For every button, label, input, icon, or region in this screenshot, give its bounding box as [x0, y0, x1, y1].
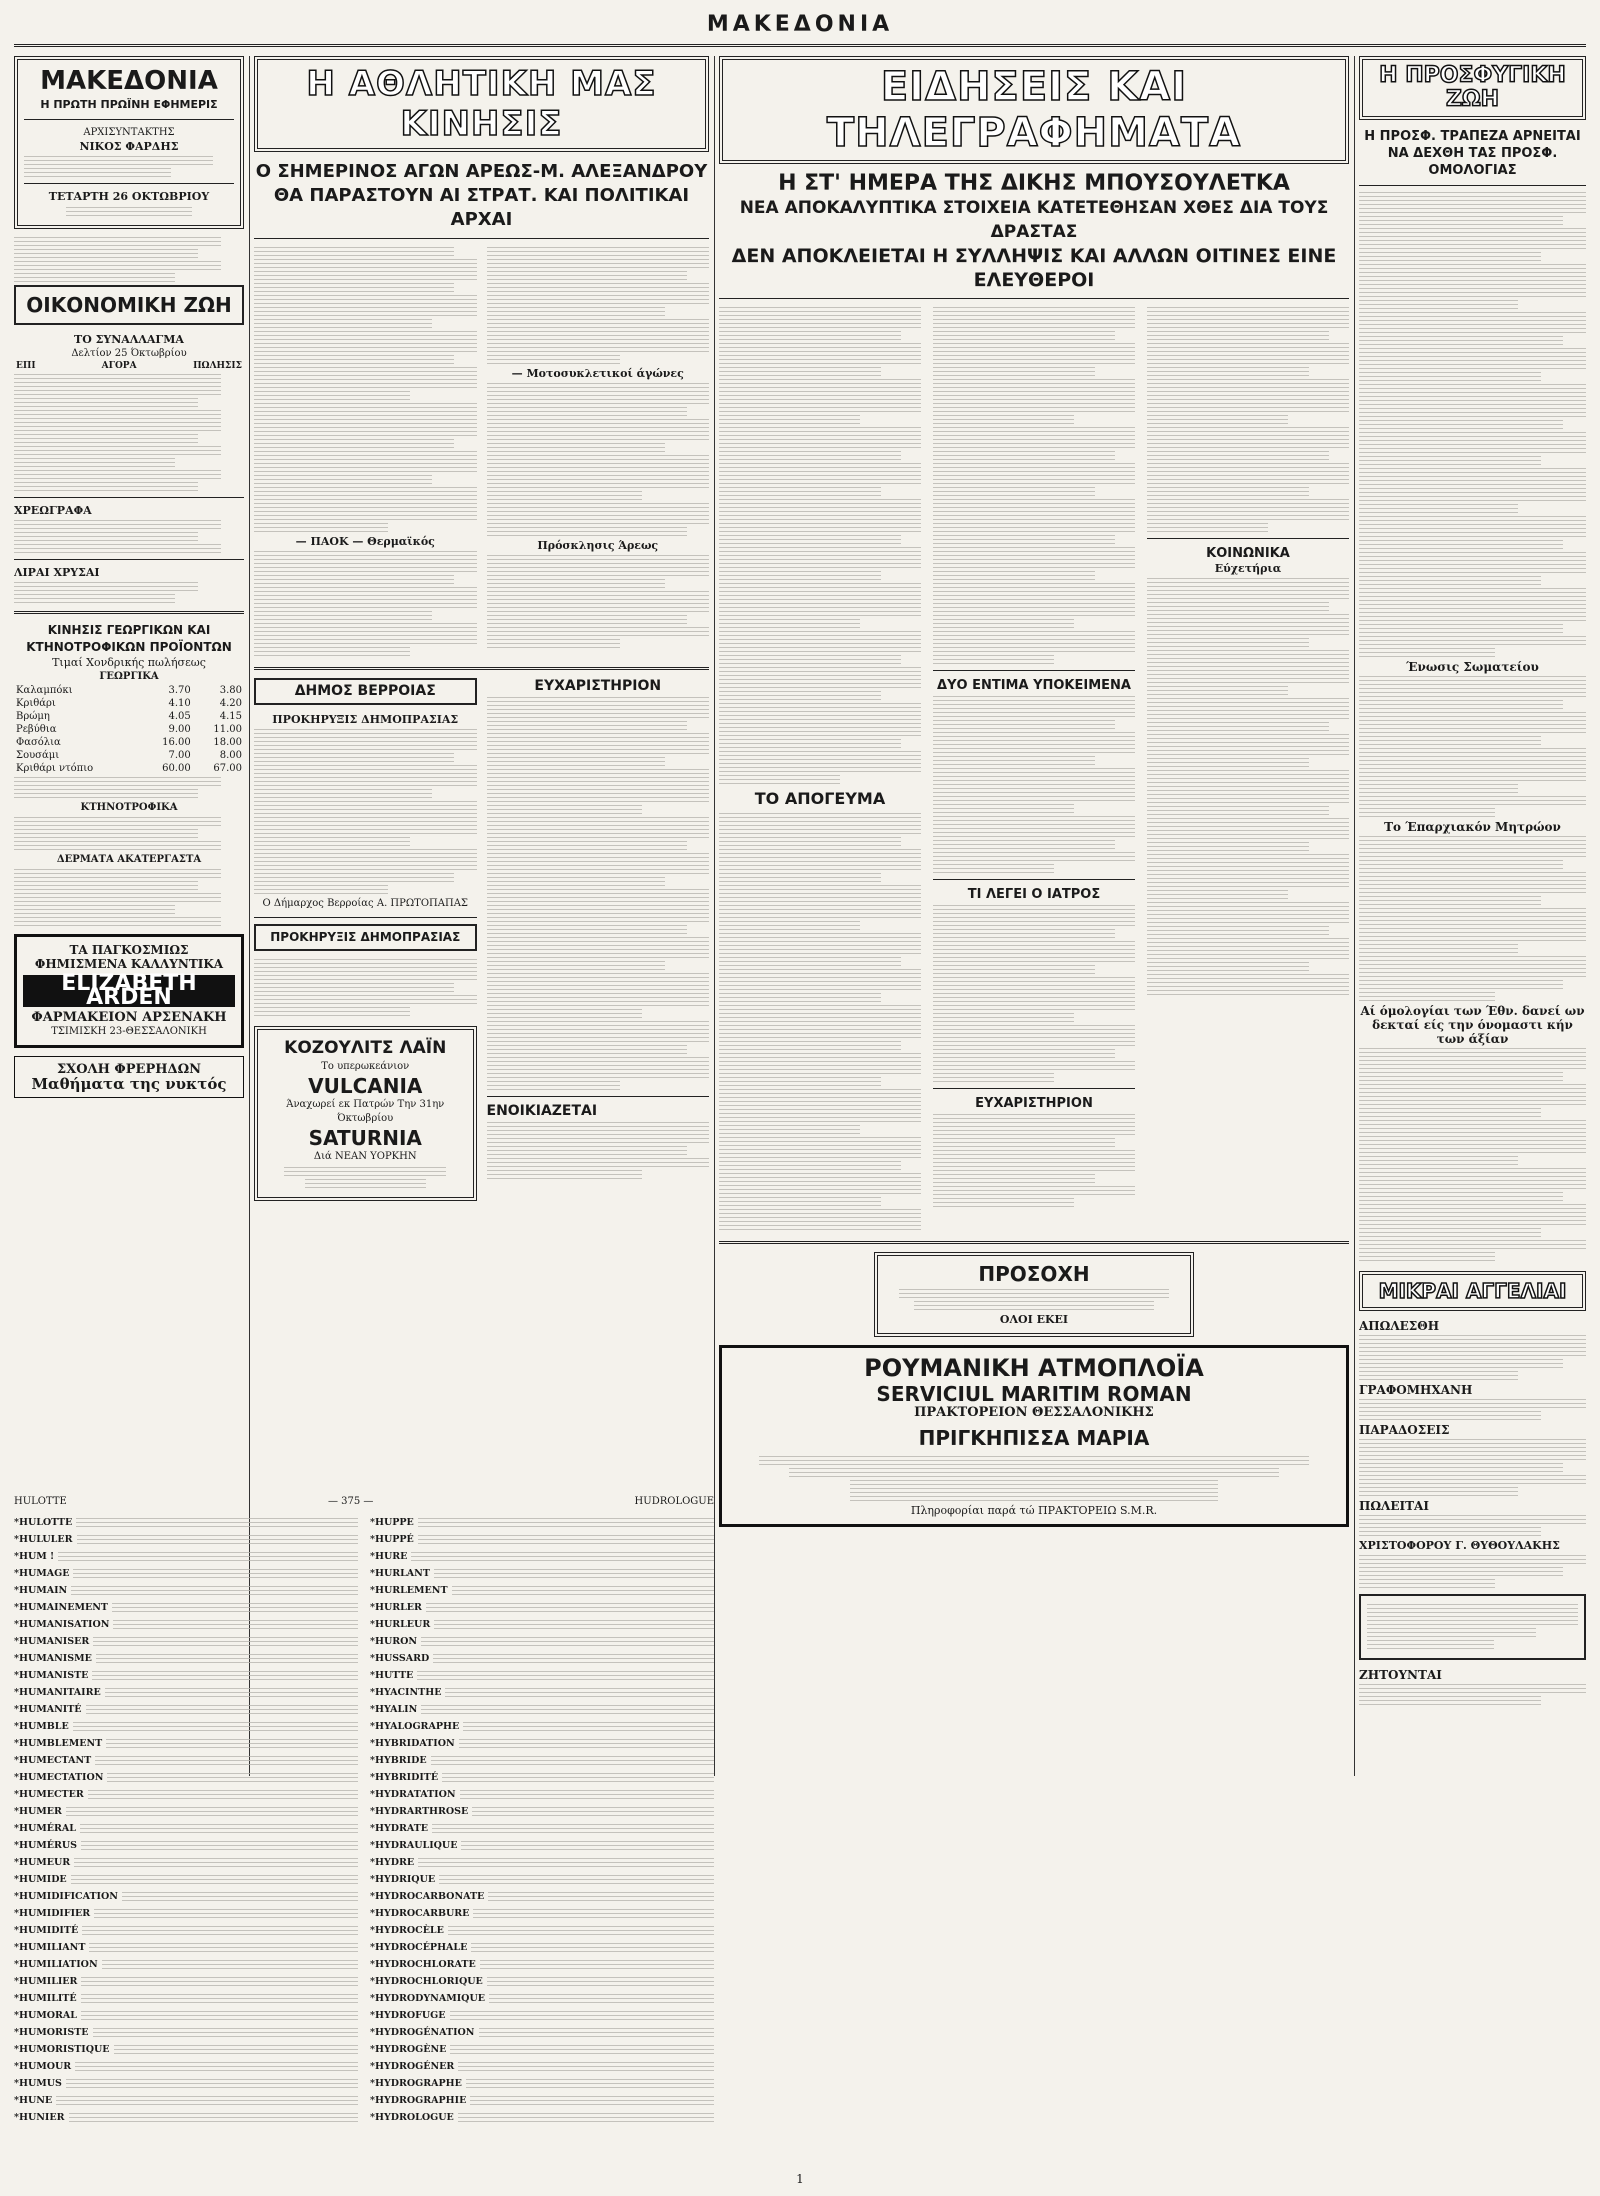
table-row: Βρώμη 4.05 4.15 — [16, 711, 242, 722]
dictionary-entry — [14, 1820, 358, 1837]
dictionary-term: *HUMAINEMENT — [14, 1601, 108, 1613]
dictionary-term: *HYALOGRAPHE — [370, 1720, 460, 1732]
ad-lessons: ΠΑΡΑΔΟΣΕΙΣ — [1359, 1423, 1450, 1437]
sports-headline-2: ΘΑ ΠΑΡΑΣΤΟΥΝ ΑΙ ΣΤΡΑΤ. ΚΑΙ ΠΟΛΙΤΙΚΑΙ ΑΡΧΑΙ — [273, 185, 690, 230]
school-title: ΣΧΟΛΗ ΦΡΕΡΗΔΩΝ — [56, 1062, 202, 1077]
exchange-table — [14, 361, 244, 372]
agri-category: ΓΕΩΡΓΙΚΑ — [99, 671, 159, 682]
dictionary-term: *HYDRAULIQUE — [370, 1839, 458, 1851]
dictionary-entry — [370, 1599, 714, 1616]
dictionary-term: *HUMILIER — [14, 1975, 78, 1987]
dictionary-entry — [14, 1803, 358, 1820]
exchange-header: ΕΠΙ — [16, 361, 36, 371]
agri-subtitle: Τιμαί Χονδρικής πωλήσεως — [52, 656, 206, 669]
shipping-title: ΡΟΥΜΑΝΙΚΗ ΑΤΜΟΠΛΟΪΑ — [864, 1354, 1204, 1382]
notice-title: ΠΡΟΣΟΧΗ — [978, 1262, 1090, 1286]
dictionary-entry — [370, 2058, 714, 2075]
table-row: Κριθάρι ντόπιο 60.00 67.00 — [16, 763, 242, 774]
dictionary-entry — [14, 1650, 358, 1667]
dictionary-term: *HUMUS — [14, 2077, 62, 2089]
dictionary-entry — [14, 1973, 358, 1990]
dictionary-term: *HYBRIDATION — [370, 1737, 455, 1749]
dictionary-entry — [370, 1582, 714, 1599]
dictionary-term: *HUMANISME — [14, 1652, 92, 1664]
refugee-banner-title: Η ΠΡΟΣΦΥΓΙΚΗ — [1379, 63, 1566, 88]
doctor-title: ΤΙ ΛΕΓΕΙ Ο ΙΑΤΡΟΣ — [967, 887, 1101, 902]
dictionary-term: *HUNIER — [14, 2111, 65, 2123]
dictionary-term: *HUMIDIFICATION — [14, 1890, 118, 1902]
dictionary-entry — [370, 1990, 714, 2007]
dictionary-entry — [370, 1548, 714, 1565]
dictionary-left-head: HULOTTE — [14, 1496, 67, 1507]
ship-name-2: SATURNIA — [308, 1126, 422, 1150]
dictionary-term: *HUMOUR — [14, 2060, 72, 2072]
school-advert — [14, 1056, 244, 1098]
dictionary-term: *HYDROCÈLE — [370, 1924, 444, 1936]
dictionary-term: *HULOTTE — [14, 1516, 73, 1528]
dictionary-entry — [370, 2041, 714, 2058]
news-headline-1: Η ΣΤ' ΗΜΕΡΑ ΤΗΣ ΔΙΚΗΣ ΜΠΟΥΣΟΥΛΕΤΚΑ — [778, 171, 1290, 196]
dictionary-entry — [14, 1939, 358, 1956]
dictionary-entry — [370, 1769, 714, 1786]
column-rule — [1354, 56, 1355, 1776]
leather-category: ΔΕΡΜΑΤΑ ΑΚΑΤΕΡΓΑΣΤΑ — [56, 854, 202, 865]
dictionary-term: *HUMANITAIRE — [14, 1686, 101, 1698]
social-subtitle: Εύχετήρια — [1214, 562, 1282, 575]
sports-headline-1: Ο ΣΗΜΕΡΙΝΟΣ ΑΓΩΝ ΑΡΕΩΣ-Μ. ΑΛΕΞΑΝΔΡΟΥ — [255, 161, 708, 182]
dictionary-entry — [370, 1667, 714, 1684]
sports-banner — [254, 56, 709, 152]
dictionary-term: *HUMIDE — [14, 1873, 67, 1885]
dictionary-entry — [14, 1837, 358, 1854]
dictionary-term: *HYDRATATION — [370, 1788, 456, 1800]
dictionary-term: *HUMILIANT — [14, 1941, 86, 1953]
dictionary-term: *HUMANISTE — [14, 1669, 89, 1681]
thanks-title-2: ΕΥΧΑΡΙΣΤΗΡΙΟΝ — [975, 1096, 1093, 1111]
dictionary-term: *HYDROGRAPHIE — [370, 2094, 467, 2106]
dictionary-term: *HURLEUR — [370, 1618, 431, 1630]
demos-subtitle-2: ΠΡΟΚΗΡΥΞΙΣ ΔΗΜΟΠΡΑΣΙΑΣ — [270, 930, 461, 944]
table-row: Ρεβύθια 9.00 11.00 — [16, 724, 242, 735]
economy-title: ΟΙΚΟΝΟΜΙΚΗ ΖΩΗ — [26, 293, 232, 317]
school-line: Μαθήματα της νυκτός — [31, 1075, 227, 1093]
dictionary-term: *HUM ! — [14, 1550, 55, 1562]
dictionary-entry — [370, 2075, 714, 2092]
bonds-title: ΧΡΕΩΓΡΑΦΑ — [14, 504, 92, 517]
newspaper-page — [14, 6, 1586, 2190]
dictionary-entry — [370, 2092, 714, 2109]
dictionary-term: *HUMILIATION — [14, 1958, 98, 1970]
exchange-header: ΠΩΛΗΣΙΣ — [193, 361, 242, 371]
dictionary-entry — [370, 1735, 714, 1752]
dictionary-term: *HYDRATE — [370, 1822, 429, 1834]
thanks-title: ΕΥΧΑΡΙΣΤΗΡΙΟΝ — [534, 678, 662, 694]
notice-line: ΟΛΟΙ ΕΚΕΙ — [999, 1313, 1069, 1326]
classifieds-title: ΜΙΚΡΑΙ ΑΓΓΕΛΙΑΙ — [1378, 1279, 1567, 1303]
news-banner-title: ΕΙΔΗΣΕΙΣ ΚΑΙ ΤΗΛΕΓΡΑΦΗΜΑΤΑ — [826, 64, 1242, 156]
sub-metropolis: Το Έπαρχιακόν Μητρώον — [1384, 820, 1561, 834]
rent-title: ΕΝΟΙΚΙΑΖΕΤΑΙ — [486, 1103, 598, 1119]
demos-title: ΔΗΜΟΣ ΒΕΡΡΟΙΑΣ — [294, 683, 436, 699]
dictionary-term: *HUMIDITÉ — [14, 1924, 79, 1936]
dictionary-entry — [14, 1752, 358, 1769]
dictionary-entry — [14, 2058, 358, 2075]
dictionary-term: *HUPPE — [370, 1516, 414, 1528]
dictionary-term: *HYDRE — [370, 1856, 415, 1868]
dictionary-entry — [370, 2024, 714, 2041]
shipping-office: ΠΡΑΚΤΟΡΕΙΟΝ ΘΕΣΣΑΛΟΝΙΚΗΣ — [914, 1405, 1154, 1420]
table-row: Σουσάμι 7.00 8.00 — [16, 750, 242, 761]
dictionary-entry — [14, 1888, 358, 1905]
dictionary-entry — [370, 1871, 714, 1888]
page-folio: 1 — [796, 2172, 804, 2186]
column-2 — [254, 56, 709, 1486]
dictionary-entry — [370, 2007, 714, 2024]
dictionary-entry — [370, 1922, 714, 1939]
dictionary-entry — [14, 1701, 358, 1718]
dictionary-entry — [14, 2024, 358, 2041]
news-banner — [719, 56, 1349, 164]
dictionary-entry — [370, 1701, 714, 1718]
dictionary-term: *HUMECTATION — [14, 1771, 104, 1783]
dictionary-term: *HUSSARD — [370, 1652, 430, 1664]
dictionary-term: *HUMANISER — [14, 1635, 90, 1647]
dictionary-term: *HURE — [370, 1550, 408, 1562]
dictionary-entry — [370, 1905, 714, 1922]
dictionary-right-head: HUDROLOGUE — [634, 1496, 714, 1507]
dictionary-entry — [370, 1837, 714, 1854]
dictionary-entry — [370, 1718, 714, 1735]
dictionary-term: *HYBRIDITÉ — [370, 1771, 439, 1783]
notice-box — [874, 1252, 1194, 1337]
dictionary-term: *HYDROGÈNE — [370, 2043, 447, 2055]
sub-paok: — ΠΑΟΚ — Θερμαϊκός — [295, 535, 435, 548]
nameplate-box — [14, 56, 244, 229]
dictionary-entry — [370, 1786, 714, 1803]
dictionary-entry — [14, 2007, 358, 2024]
table-row: Κριθάρι 4.10 4.20 — [16, 698, 242, 709]
demos-box-2 — [254, 924, 477, 951]
refugee-headline: Η ΠΡΟΣΦ. ΤΡΑΠΕΖΑ ΑΡΝΕΙΤΑΙ ΝΑ ΔΕΧΘΗ ΤΑΣ ΠΡΟΣΦ. ΟΜΟΛΟΓΙΑΣ — [1364, 129, 1581, 178]
dictionary-term: *HUMÉRUS — [14, 1839, 78, 1851]
dictionary-entry — [14, 1531, 358, 1548]
lower-notices — [254, 678, 709, 1209]
dictionary-term: *HYDROLOGUE — [370, 2111, 454, 2123]
editor-label: ΑΡΧΙΣΥΝΤΑΚΤΗΣ — [83, 127, 175, 138]
dictionary-term: *HURLER — [370, 1601, 422, 1613]
dictionary-entry — [14, 1871, 358, 1888]
dictionary-term: *HYDROCARBONATE — [370, 1890, 485, 1902]
dictionary-entry — [14, 2092, 358, 2109]
sub-evening: ΤΟ ΑΠΟΓΕΥΜΑ — [754, 789, 886, 808]
dictionary-term: *HYBRIDE — [370, 1754, 427, 1766]
dictionary-term: *HUMBLE — [14, 1720, 69, 1732]
dictionary-entry — [14, 1616, 358, 1633]
dictionary-term: *HURLANT — [370, 1567, 430, 1579]
dictionary-term: *HUMORISTIQUE — [14, 2043, 110, 2055]
dictionary-entry — [370, 1854, 714, 1871]
shipping-subtitle: SERVICIUL MARITIM ROMAN — [876, 1382, 1192, 1406]
ship-note-1: Άναχωρεί εκ Πατρών Την 31ην Όκτωβρίου — [286, 1099, 445, 1124]
masthead-title: ΜΑΚΕΔΟΝΙΑ — [706, 12, 894, 37]
dictionary-entry — [14, 1905, 358, 1922]
dictionary-term: *HUMER — [14, 1805, 62, 1817]
dictionary-term: *HUMORAL — [14, 2009, 77, 2021]
ad-doctor: ΧΡΙΣΤΟΦΟΡΟΥ Γ. ΘΥΘΟΥΛΑΚΗΣ — [1359, 1539, 1560, 1552]
social-title: ΚΟΙΝΩΝΙΚΑ — [1206, 546, 1290, 561]
ship-name-1: VULCANIA — [308, 1074, 423, 1098]
dictionary-term: *HUMANITÉ — [14, 1703, 82, 1715]
small-notice-box — [1359, 1594, 1586, 1660]
dictionary-term: *HUPPÉ — [370, 1533, 414, 1545]
arden-address: ΤΣΙΜΙΣΚΗ 23-ΘΕΣΣΑΛΟΝΙΚΗ — [51, 1026, 207, 1037]
news-headline-3: ΔΕΝ ΑΠΟΚΛΕΙΕΤΑΙ Η ΣΥΛΛΗΨΙΣ ΚΑΙ ΑΛΛΩΝ ΟΙΤΙΝΕΣ ΕΙΝΕ ΕΛΕΥΘΕΡΟΙ — [731, 245, 1337, 291]
dictionary-entry — [14, 1769, 358, 1786]
sub-union: Ένωσις Σωματείου — [1406, 660, 1539, 674]
column-1 — [14, 56, 244, 1486]
ship-title: ΚΟΖΟΥΛΙΤΣ ΛΑΪΝ — [284, 1038, 447, 1058]
ship-advert — [254, 1026, 477, 1201]
shipping-agent: Πληροφορίαι παρά τώ ΠΡΑΚΤΟΡΕΙΩ S.M.R. — [910, 1504, 1158, 1517]
dictionary-term: *HYDROCÉPHALE — [370, 1941, 468, 1953]
dictionary-term: *HUMECTANT — [14, 1754, 92, 1766]
dictionary-term: *HYDROGÉNATION — [370, 2026, 475, 2038]
dictionary-term: *HYDROGÉNER — [370, 2060, 455, 2072]
dictionary-entry — [14, 1718, 358, 1735]
issue-date: ΤΕΤΑΡΤΗ 26 ΟΚΤΩΒΡΙΟΥ — [48, 190, 210, 203]
dictionary-entry — [370, 1973, 714, 1990]
sub-mobe: — Μοτοσυκλετικοί άγώνες — [511, 367, 684, 380]
dictionary-term: *HUNE — [14, 2094, 53, 2106]
dictionary-left-column — [14, 1514, 358, 2126]
dictionary-strip — [14, 1496, 714, 2186]
dictionary-entry — [14, 1565, 358, 1582]
refugee-banner — [1359, 56, 1586, 120]
sub-ares: Πρόσκλησις Άρεως — [537, 539, 659, 552]
ad-typing: ΓΡΑΦΟΜΗΧΑΝΗ — [1359, 1383, 1473, 1397]
dictionary-term: *HYDROFUGE — [370, 2009, 446, 2021]
exchange-title: ΤΟ ΣΥΝΑΛΛΑΓΜΑ — [74, 333, 184, 346]
dictionary-entry — [370, 1956, 714, 1973]
dictionary-page-number: — 375 — — [327, 1496, 374, 1507]
dictionary-entry — [14, 2075, 358, 2092]
dictionary-term: *HYACINTHE — [370, 1686, 442, 1698]
dictionary-term: *HUTTE — [370, 1669, 414, 1681]
sports-banner-title: Η ΑΘΛΗΤΙΚΗ ΜΑΣ ΚΙΝΗΣΙΣ — [306, 64, 657, 144]
classifieds-banner — [1359, 1271, 1586, 1311]
exchange-date: Δελτίον 25 Όκτωβρίου — [71, 348, 187, 359]
shipping-ship-name: ΠΡΙΓΚΗΠΙΣΣΑ ΜΑΡΙΑ — [918, 1426, 1150, 1450]
dictionary-entry — [14, 2041, 358, 2058]
paper-subtitle: Η ΠΡΩΤΗ ΠΡΩΪΝΗ ΕΦΗΜΕΡΙΣ — [40, 98, 218, 111]
livestock-category: ΚΤΗΝΟΤΡΟΦΙΚΑ — [80, 802, 178, 813]
dictionary-entry — [14, 1735, 358, 1752]
dictionary-entry — [370, 1616, 714, 1633]
dictionary-term: *HYDRIQUE — [370, 1873, 436, 1885]
arden-shop: ΦΑΡΜΑΚΕΙΟΝ ΑΡΣΕΝΑΚΗ — [31, 1010, 227, 1025]
ad-wanted: ΖΗΤΟΥΝΤΑΙ — [1359, 1668, 1442, 1682]
sports-body — [254, 245, 709, 659]
masthead — [14, 6, 1586, 47]
dictionary-entry — [370, 1514, 714, 1531]
ship-note-2: Διά ΝΕΑΝ ΥΟΡΚΗΝ — [313, 1151, 417, 1162]
dictionary-term: *HUMBLEMENT — [14, 1737, 103, 1749]
dictionary-term: *HUMANISATION — [14, 1618, 110, 1630]
dictionary-term: *HUMILITÉ — [14, 1992, 77, 2004]
dictionary-entry — [14, 1684, 358, 1701]
gold-title: ΛΙΡΑΙ ΧΡΥΣΑΙ — [14, 566, 100, 579]
dictionary-entry — [14, 1990, 358, 2007]
dictionary-entry — [14, 1514, 358, 1531]
ship-subtitle: Το υπερωκεάνιον — [321, 1061, 410, 1072]
dictionary-term: *HUMECTER — [14, 1788, 84, 1800]
dictionary-entry — [14, 1854, 358, 1871]
demos-subtitle: ΠΡΟΚΗΡΥΞΙΣ ΔΗΜΟΠΡΑΣΙΑΣ — [272, 713, 459, 726]
dictionary-term: *HYDROCHLORATE — [370, 1958, 476, 1970]
news-body — [719, 305, 1349, 1233]
column-3 — [719, 56, 1349, 2166]
exchange-header: ΑΓΟΡΑ — [101, 361, 137, 371]
dictionary-term: *HYDROCHLORIQUE — [370, 1975, 483, 1987]
column-4 — [1359, 56, 1586, 2166]
agri-title: ΚΙΝΗΣΙΣ ΓΕΩΡΓΙΚΩΝ ΚΑΙ ΚΤΗΝΟΤΡΟΦΙΚΩΝ ΠΡΟΪΟΝΤΩΝ — [26, 623, 232, 654]
dictionary-term: *HUMÉRAL — [14, 1822, 76, 1834]
dictionary-entry — [370, 1752, 714, 1769]
demos-signature: Ο Δήμαρχος Βερροίας Α. ΠΡΩΤΟΠΑΠΑΣ — [262, 898, 468, 909]
dictionary-entry — [370, 1803, 714, 1820]
romanian-shipping-advert — [719, 1345, 1349, 1527]
dictionary-term: *HUMEUR — [14, 1856, 71, 1868]
dictionary-entry — [370, 1531, 714, 1548]
dictionary-term: *HYALIN — [370, 1703, 418, 1715]
dictionary-entry — [370, 1684, 714, 1701]
arden-brand: ELIZABETH ARDEN — [23, 975, 235, 1007]
honors-title: ΔΥΟ ΕΝΤΙΜΑ ΥΠΟΚΕΙΜΕΝΑ — [937, 678, 1131, 693]
dictionary-entry — [14, 1786, 358, 1803]
news-headline-2: ΝΕΑ ΑΠΟΚΑΛΥΠΤΙΚΑ ΣΤΟΙΧΕΙΑ ΚΑΤΕΤΕΘΗΣΑΝ ΧΘΕΣ ΔΙΑ ΤΟΥΣ ΔΡΑΣΤΑΣ — [739, 198, 1329, 242]
dictionary-right-column — [370, 1514, 714, 2126]
dictionary-term: *HULULER — [14, 1533, 73, 1545]
dictionary-entry — [14, 2109, 358, 2126]
demos-box — [254, 678, 477, 705]
economy-box — [14, 285, 244, 325]
editor-name: ΝΙΚΟΣ ΦΑΡΔΗΣ — [79, 140, 179, 153]
paper-name: ΜΑΚΕΔΟΝΙΑ — [40, 66, 218, 96]
dictionary-entry — [370, 1820, 714, 1837]
dictionary-term: *HURLEMENT — [370, 1584, 448, 1596]
dictionary-term: *HYDRODYNAMIQUE — [370, 1992, 485, 2004]
dictionary-term: *HUMAGE — [14, 1567, 70, 1579]
table-row: Φασόλια 16.00 18.00 — [16, 737, 242, 748]
table-row: Καλαμπόκι 3.70 3.80 — [16, 685, 242, 696]
dictionary-entry — [370, 1633, 714, 1650]
dictionary-entry — [370, 1650, 714, 1667]
dictionary-term: *HYDROGRAPHE — [370, 2077, 462, 2089]
refugee-banner-sub: ΖΩΗ — [1445, 87, 1500, 112]
dictionary-entry — [14, 1599, 358, 1616]
dictionary-term: *HUMORISTE — [14, 2026, 89, 2038]
sub-debts: Αί όμολογίαι των Έθν. δανεί ων δεκταί είς την όνομαστι κήν των άξίαν — [1360, 1004, 1585, 1046]
column-rule — [714, 56, 715, 1776]
dictionary-entry — [370, 1939, 714, 1956]
dictionary-entry — [14, 1548, 358, 1565]
ad-sale: ΠΩΛΕΙΤΑΙ — [1359, 1499, 1429, 1513]
ad-lost: ΑΠΩΛΕΣΘΗ — [1359, 1319, 1440, 1333]
dictionary-entry — [370, 1565, 714, 1582]
agri-table — [14, 684, 244, 775]
dictionary-entry — [14, 1956, 358, 1973]
dictionary-entry — [14, 1582, 358, 1599]
dictionary-term: *HURON — [370, 1635, 418, 1647]
dictionary-entry — [370, 1888, 714, 1905]
dictionary-entry — [14, 1633, 358, 1650]
dictionary-entry — [14, 1667, 358, 1684]
dictionary-term: *HYDRARTHROSE — [370, 1805, 469, 1817]
dictionary-term: *HYDROCARBURE — [370, 1907, 470, 1919]
dictionary-term: *HUMIDIFIER — [14, 1907, 91, 1919]
arden-advert — [14, 934, 244, 1048]
dictionary-header — [14, 1496, 714, 1508]
dictionary-entry — [14, 1922, 358, 1939]
dictionary-entry — [370, 2109, 714, 2126]
dictionary-term: *HUMAIN — [14, 1584, 68, 1596]
arden-top: ΤΑ ΠΑΓΚΟΣΜΙΩΣ ΦΗΜΙΣΜΕΝΑ ΚΑΛΛΥΝΤΙΚΑ — [34, 943, 224, 971]
